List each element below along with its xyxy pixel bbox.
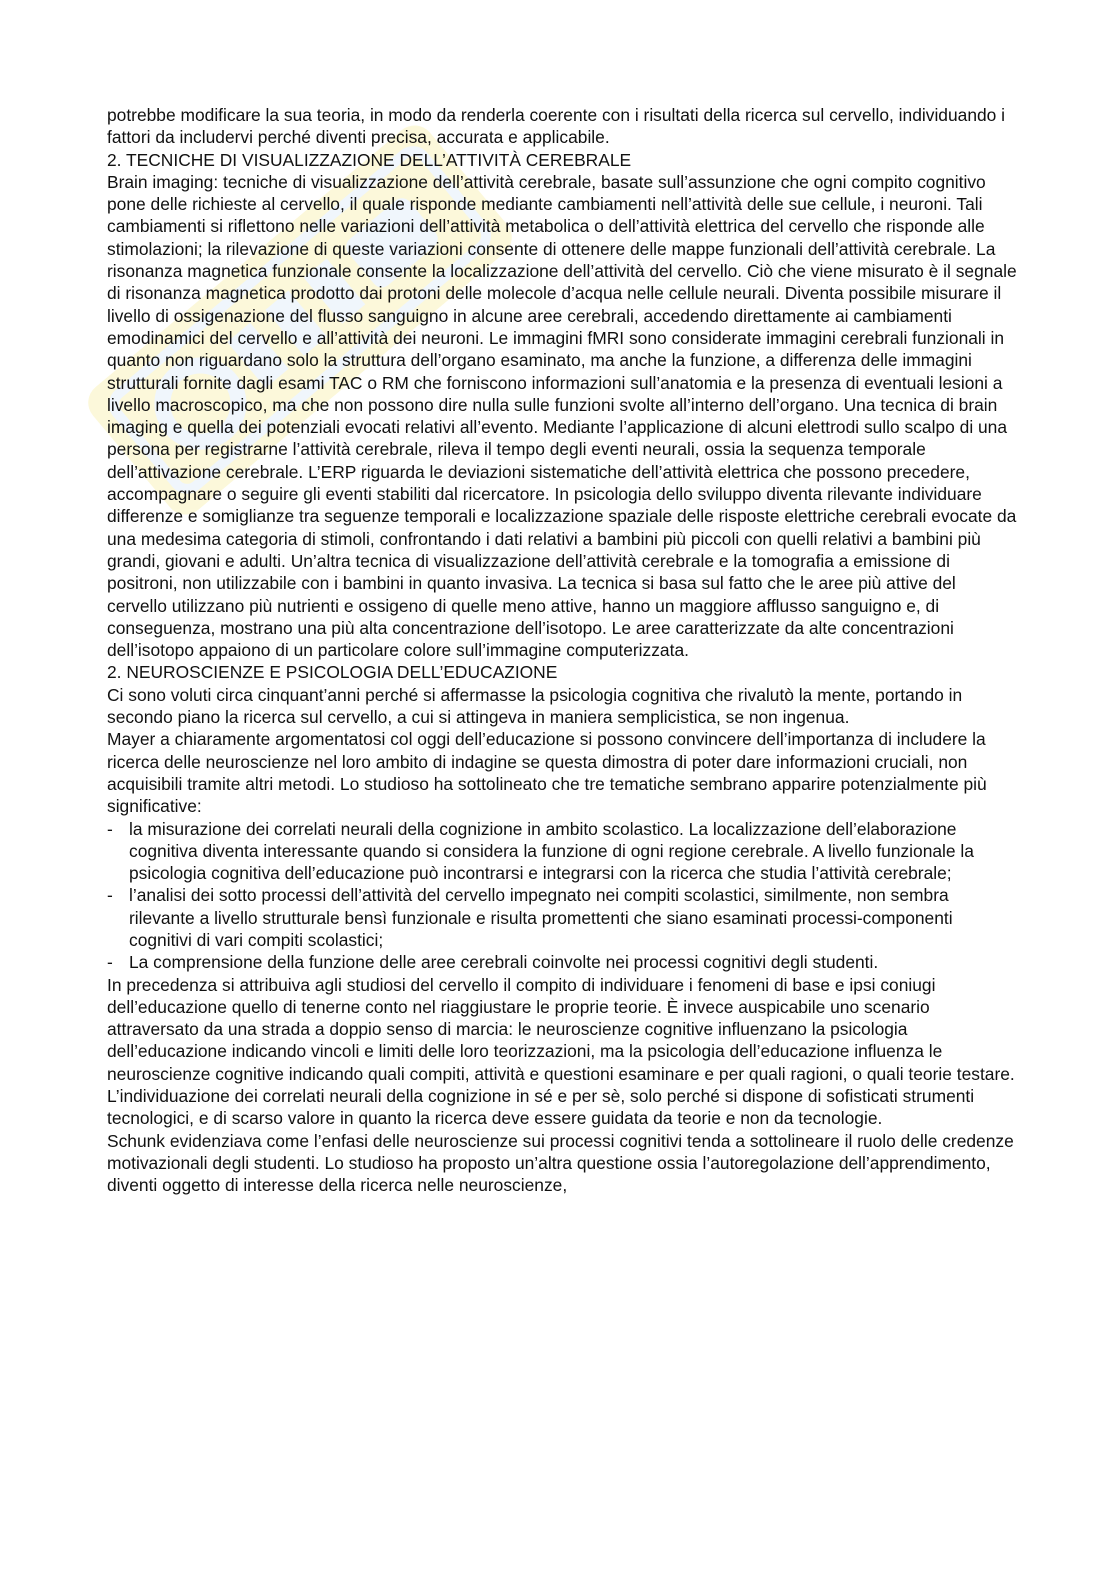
section-heading-neuroscience-education: 2. NEUROSCIENZE E PSICOLOGIA DELL’EDUCAZIONE [107, 662, 558, 683]
themes-list [107, 818, 1017, 974]
list-dash: - [107, 885, 113, 906]
list-item [107, 818, 1017, 885]
paragraph-two-way-street: In precedenza si attribuiva agli studiosi del cervello il compito di individuare i fenomeni di base e ipsi coniugi dell’educazione quello di tenerne conto nel riaggiustare le proprie teorie. È invece auspicabile uno scenario attraversato da una strada a doppio senso di marcia: le neuroscienze cognitive influenzano la psicologia dell’educazione indicando vincoli e limiti delle loro teorizzazioni, ma la psicologia dell’educazione influenza le neuroscienze cognitive indicando quali compiti, attività e questioni esaminare e per quali ragioni, o quali teorie testare. L’individuazione dei correlati neurali della cognizione in sé e per sè, solo perché si dispone di sofisticati strumenti tecnologici, e di scarso valore in quanto la ricerca deve essere guidata da teorie e non da tecnologie. [107, 974, 1015, 1129]
paragraph-schunk: Schunk evidenziava come l’enfasi delle neuroscienze sui processi cognitivi tenda a sottolineare il ruolo delle credenze motivazionali degli studenti. Lo studioso ha proposto un’altra questione ossia l’autoregolazione dell’apprendimento, diventi oggetto di interesse della ricerca nelle neuroscienze, [107, 1130, 1014, 1196]
paragraph-intro-continuation: potrebbe modificare la sua teoria, in modo da renderla coerente con i risultati della ricerca sul cervello, individuando i fattori da includervi perché diventi precisa, accurata e applicabile. [107, 105, 1006, 148]
list-dash: - [107, 952, 113, 973]
paragraph-brain-imaging: Brain imaging: tecniche di visualizzazione dell’attività cerebrale, basate sull’assunzione che ogni compito cognitivo pone delle richieste al cervello, il quale risponde mediante cambiamenti nell’attività delle sue cellule, i neuroni. Tali cambiamenti si riflettono nelle variazioni dell’attività metabolica o dell’attività elettrica del cervello che risponde alle stimolazioni; la rilevazione di queste variazioni consente di ottenere delle mappe funzionali dell’attività cerebrale. La risonanza magnetica funzionale consente la localizzazione dell’attività del cervello. Ciò che viene misurato è il segnale di risonanza magnetica prodotto dai protoni delle molecole d’acqua nelle cellule neurali. Diventa possibile misurare il livello di ossigenazione del flusso sanguigno in alcune aree cerebrali, accedendo direttamente ai cambiamenti emodinamici del cervello e all’attività dei neuroni. Le immagini fMRI sono considerate immagini cerebrali funzionali in quanto non riguardano solo la struttura dell’organo esaminato, ma anche la funzione, a differenza delle immagini strutturali fornite dagli esami TAC o RM che forniscono informazioni sull’anatomia e la presenza di eventuali lesioni a livello macroscopico, ma che non possono dire nulla sulle funzioni svolte all’interno dell’organo. Una tecnica di brain imaging e quella dei potenziali evocati relativi all’evento. Mediante l’applicazione di alcuni elettrodi sullo scalpo di una persona per registrarne l’attività cerebrale, rileva il tempo degli eventi neurali, ossia la sequenza temporale dell’attivazione cerebrale. L’ERP riguarda le deviazioni sistematiche dell’attività elettrica che possono precedere, accompagnare o seguire gli eventi stabiliti dal ricercatore. In psicologia dello sviluppo diventa rilevante individuare differenze e somiglianze tra seguenze temporali e localizzazione spaziale delle risposte elettriche cerebrali evocate da una medesima categoria di stimoli, confrontando i dati relativi a bambini più piccoli con quelli relativi a bambini più grandi, giovani e adulti. Un’altra tecnica di visualizzazione dell’attività cerebrale e la tomografia a emissione di positroni, non utilizzabile con i bambini in quanto invasiva. La tecnica si basa sul fatto che le aree più attive del cervello utilizzano più nutrienti e ossigeno di quelle meno attive, hanno un maggiore afflusso sanguigno e, di conseguenza, mostrano una più alta concentrazione dell’isotopo. Le aree caratterizzate da alte concentrazioni dell’isotopo appaiono di un particolare colore sull’immagine computerizzata. [107, 171, 1017, 661]
document-body [107, 104, 1017, 1197]
list-item-text: la misurazione dei correlati neurali della cognizione in ambito scolastico. La localizzazione dell’elaborazione cognitiva diventa interessante quando si considera la funzione di ogni regione cerebrale. A livello funzionale la psicologia cognitiva dell’educazione può incontrarsi e integrarsi con la ricerca che studia l’attività cerebrale; [129, 818, 974, 884]
paragraph-cognitive-psychology: Ci sono voluti circa cinquant’anni perché si affermasse la psicologia cognitiva che rivalutò la mente, portando in secondo piano la ricerca sul cervello, a cui si attingeva in maniera semplicistica, se non ingenua. [107, 684, 963, 728]
list-item [107, 884, 1017, 951]
list-dash: - [107, 818, 113, 839]
list-item-text: l’analisi dei sotto processi dell’attività del cervello impegnato nei compiti scolastici, similmente, non sembra rilevante a livello strutturale bensì funzionale e risulta promettenti che siano esaminati processi-componenti cognitivi di vari compiti scolastici; [129, 885, 953, 950]
list-item [107, 951, 1017, 973]
section-heading-visualization: 2. TECNICHE DI VISUALIZZAZIONE DELL’ATTIVITÀ CEREBRALE [107, 149, 632, 170]
paragraph-mayer: Mayer a chiaramente argomentatosi col oggi dell’educazione si possono convincere dell’importanza di includere la ricerca delle neuroscienze nel loro ambito di indagine se questa dimostra di poter dare informazioni cruciali, non acquisibili tramite altri metodi. Lo studioso ha sottolineato che tre tematiche sembrano apparire potenzialmente più significative: [107, 729, 987, 817]
list-item-text: La comprensione della funzione delle aree cerebrali coinvolte nei processi cognitivi degli studenti. [129, 952, 879, 973]
